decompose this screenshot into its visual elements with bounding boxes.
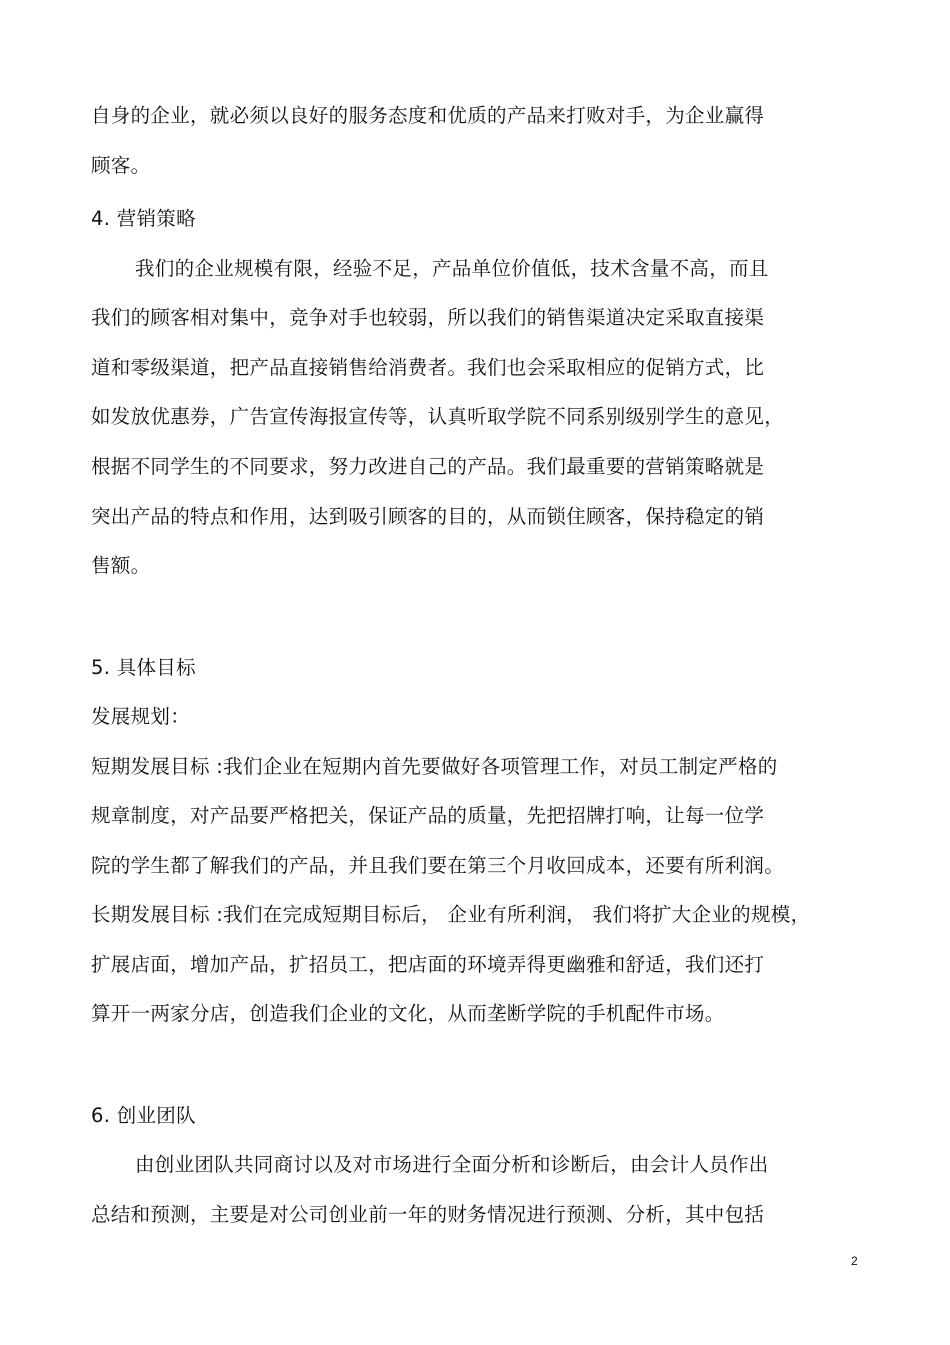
paragraph-line: 我们的企业规模有限，经验不足，产品单位价值低，技术含量不高，而且 xyxy=(135,257,769,280)
paragraph-line: 如发放优惠券，广告宣传海报宣传等，认真听取学院不同系别级别学生的意见， xyxy=(91,405,785,428)
page-number: 2 xyxy=(851,1254,858,1268)
paragraph-line: 我们的顾客相对集中，竞争对手也较弱，所以我们的销售渠道决定采取直接渠 xyxy=(91,306,765,329)
paragraph-line: 院的学生都了解我们的产品，并且我们要在第三个月收回成本，还要有所利润。 xyxy=(91,854,785,877)
paragraph-line: 规章制度，对产品要严格把关，保证产品的质量，先把招牌打响，让每一位学 xyxy=(91,804,765,827)
paragraph-line: 长期发展目标 :我们在完成短期目标后， 企业有所利润， 我们将扩大企业的规模， xyxy=(91,903,811,926)
paragraph-line: 算开一两家分店，创造我们企业的文化，从而垄断学院的手机配件市场。 xyxy=(91,1002,725,1025)
section-heading-marketing: 4. 营销策略 xyxy=(91,207,196,230)
paragraph-line: 短期发展目标 :我们企业在短期内首先要做好各项管理工作，对员工制定严格的 xyxy=(91,755,778,778)
section-heading-team: 6. 创业团队 xyxy=(91,1104,196,1127)
paragraph-line: 顾客。 xyxy=(91,154,151,177)
subheading-development-plan: 发展规划： xyxy=(91,705,191,728)
paragraph-line: 自身的企业，就必须以良好的服务态度和优质的产品来打败对手，为企业赢得 xyxy=(91,104,765,127)
paragraph-line: 由创业团队共同商讨以及对市场进行全面分析和诊断后，由会计人员作出 xyxy=(135,1153,769,1176)
paragraph-line: 根据不同学生的不同要求，努力改进自己的产品。我们最重要的营销策略就是 xyxy=(91,455,765,478)
paragraph-line: 道和零级渠道，把产品直接销售给消费者。我们也会采取相应的促销方式，比 xyxy=(91,356,765,379)
paragraph-line: 售额。 xyxy=(91,554,151,577)
paragraph-line: 突出产品的特点和作用，达到吸引顾客的目的，从而锁住顾客，保持稳定的销 xyxy=(91,505,765,528)
paragraph-line: 扩展店面，增加产品，扩招员工，把店面的环境弄得更幽雅和舒适，我们还打 xyxy=(91,953,765,976)
section-heading-goals: 5. 具体目标 xyxy=(91,656,196,679)
paragraph-line: 总结和预测，主要是对公司创业前一年的财务情况进行预测、分析，其中包括 xyxy=(91,1203,765,1226)
